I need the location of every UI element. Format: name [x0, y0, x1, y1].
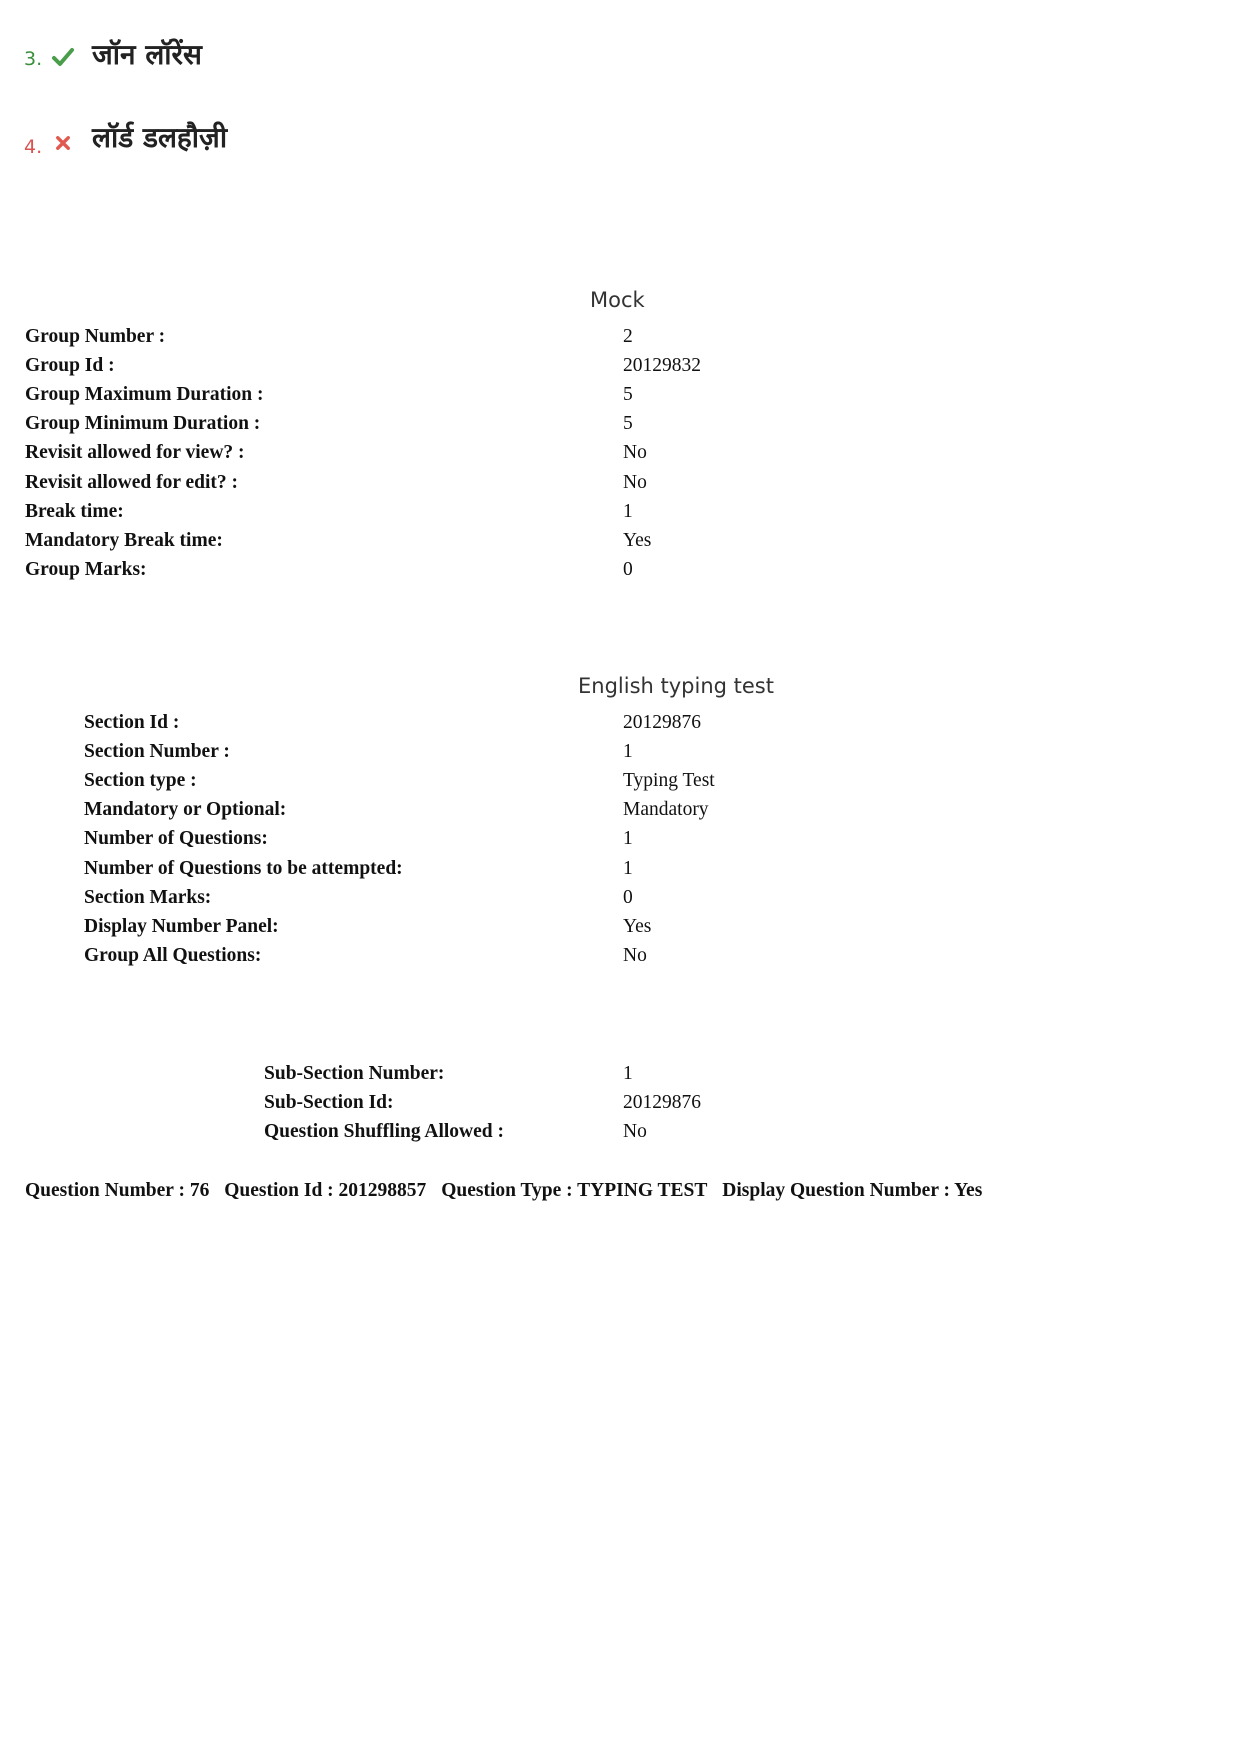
detail-value: 20129876 — [623, 1092, 701, 1114]
detail-row — [0, 883, 1240, 912]
detail-label: Number of Questions: — [84, 828, 268, 850]
detail-row — [0, 322, 1240, 351]
detail-label: Section Marks: — [84, 886, 212, 908]
detail-row — [0, 468, 1240, 497]
cross-icon — [54, 134, 72, 152]
detail-row — [0, 737, 1240, 766]
detail-label: Sub-Section Number: — [264, 1063, 445, 1084]
detail-value: 2 — [623, 326, 633, 347]
option-4 — [24, 121, 424, 176]
detail-row — [0, 824, 1240, 853]
detail-label: Question Shuffling Allowed : — [264, 1121, 505, 1143]
detail-label: Revisit allowed for view? : — [25, 442, 245, 464]
detail-label: Revisit allowed for edit? : — [25, 471, 239, 493]
detail-label: Section Id : — [84, 712, 180, 733]
detail-value: 1 — [623, 1063, 633, 1084]
detail-row — [0, 497, 1240, 526]
detail-label: Mandatory Break time: — [25, 529, 223, 551]
detail-value: Mandatory — [623, 799, 709, 821]
detail-value: 20129832 — [623, 355, 701, 377]
detail-value: No — [623, 944, 647, 966]
check-icon — [51, 45, 75, 69]
detail-value: No — [623, 442, 647, 464]
detail-label: Sub-Section Id: — [264, 1092, 394, 1114]
detail-label: Number of Questions to be attempted: — [84, 857, 403, 879]
question-id: Question Id : 201298857 — [224, 1180, 427, 1201]
detail-row — [0, 708, 1240, 737]
detail-value: 1 — [623, 741, 633, 763]
detail-row — [0, 438, 1240, 467]
detail-label: Display Number Panel: — [84, 915, 279, 937]
detail-value: 5 — [623, 413, 633, 435]
detail-row — [0, 1117, 1240, 1146]
detail-row — [0, 351, 1240, 380]
detail-value: 0 — [623, 558, 633, 580]
display-question-number: Display Question Number : Yes — [722, 1180, 983, 1201]
detail-value: Typing Test — [623, 770, 715, 792]
detail-value: 1 — [623, 857, 633, 879]
group-title: Mock — [590, 288, 645, 312]
detail-row — [0, 941, 1240, 970]
detail-value: No — [623, 1121, 647, 1143]
detail-label: Group Maximum Duration : — [25, 384, 264, 406]
detail-label: Section Number : — [84, 741, 230, 763]
detail-value: 0 — [623, 886, 633, 908]
detail-value: 1 — [623, 828, 633, 850]
detail-row — [0, 854, 1240, 883]
detail-label: Group Id : — [25, 355, 115, 377]
detail-label: Section type : — [84, 770, 197, 792]
detail-row — [0, 795, 1240, 824]
option-3 — [24, 38, 424, 88]
detail-row — [0, 380, 1240, 409]
detail-row — [0, 912, 1240, 941]
question-number: Question Number : 76 — [25, 1180, 210, 1201]
detail-label: Group Marks: — [25, 558, 147, 580]
question-type: Question Type : TYPING TEST — [441, 1180, 708, 1201]
detail-label: Mandatory or Optional: — [84, 799, 287, 821]
detail-value: 1 — [623, 500, 633, 522]
detail-row — [0, 409, 1240, 438]
option-text: लॉर्ड डलहौज़ी — [92, 121, 228, 154]
detail-label: Break time: — [25, 500, 124, 522]
detail-value: 5 — [623, 384, 633, 406]
detail-value: No — [623, 471, 647, 493]
question-info — [25, 1180, 992, 1202]
detail-row — [0, 766, 1240, 795]
option-text: जॉन लॉरेंस — [92, 38, 202, 71]
detail-row — [0, 1088, 1240, 1117]
detail-row — [0, 555, 1240, 584]
detail-value: Yes — [623, 915, 652, 937]
section-title: English typing test — [578, 674, 774, 698]
detail-row — [0, 1059, 1240, 1088]
option-number: 3. — [24, 48, 43, 70]
detail-label: Group Minimum Duration : — [25, 413, 261, 435]
detail-label: Group Number : — [25, 326, 166, 347]
detail-label: Group All Questions: — [84, 944, 262, 966]
detail-value: Yes — [623, 529, 652, 551]
option-number: 4. — [24, 136, 43, 158]
detail-value: 20129876 — [623, 712, 701, 733]
detail-row — [0, 526, 1240, 555]
